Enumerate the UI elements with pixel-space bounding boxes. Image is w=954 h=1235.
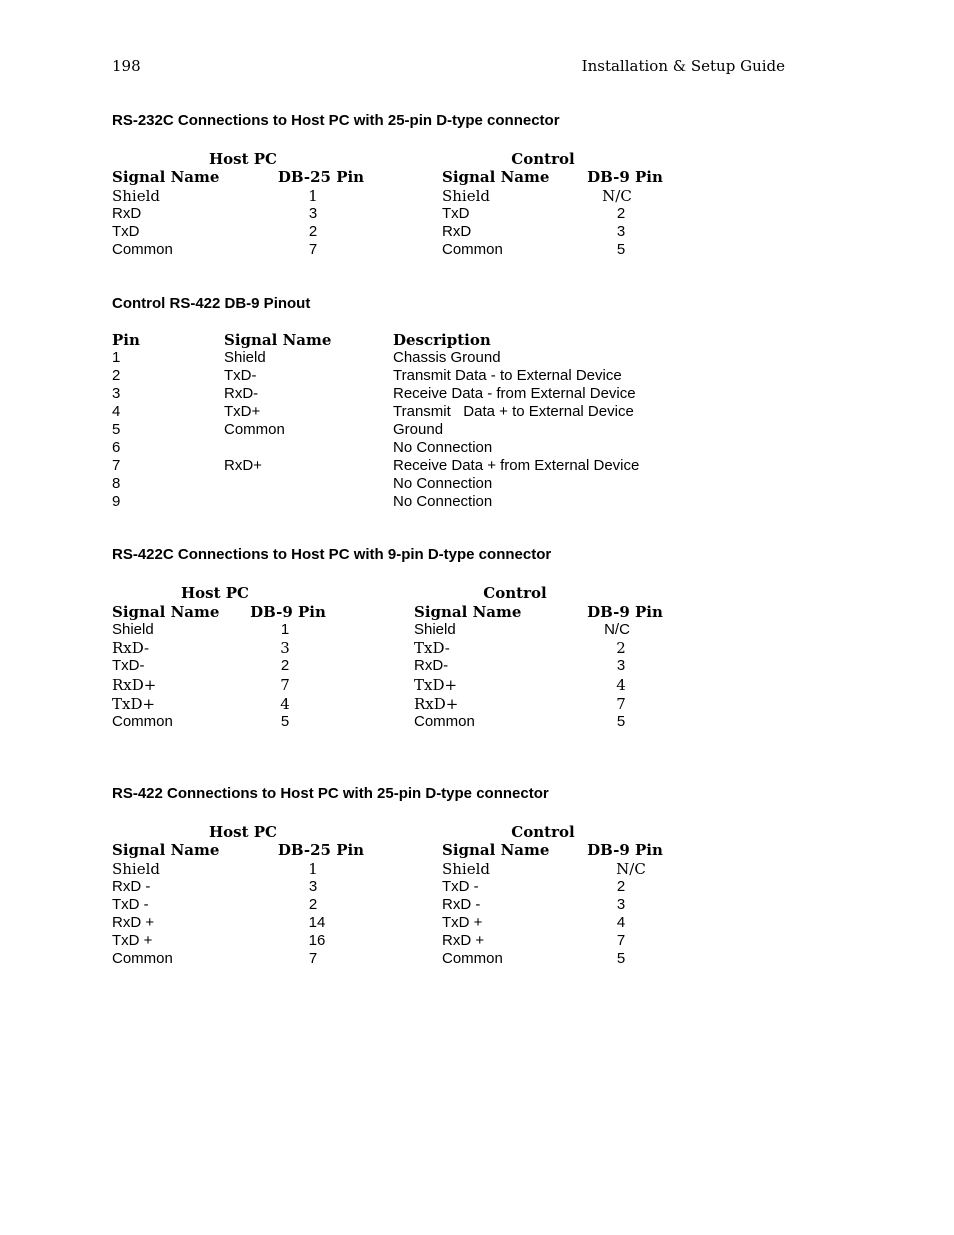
table-cell: 4	[616, 676, 626, 694]
table-cell: 7	[308, 950, 318, 967]
table-cell: 5	[616, 241, 626, 258]
section-title-rs422c: RS-422C Connections to Host PC with 9-pin D-type connector	[112, 546, 552, 563]
table-cell: RxD+	[224, 457, 262, 474]
table-cell: Receive Data + from External Device	[393, 457, 640, 474]
section-title-rs232c: RS-232C Connections to Host PC with 25-pin D-type connector	[112, 112, 560, 129]
section-title-rs422: RS-422 Connections to Host PC with 25-pin D-type connector	[112, 785, 549, 802]
col-header-db9-pin: DB-9 Pin	[587, 168, 663, 186]
table-cell: 3	[616, 657, 626, 674]
table-cell: 7	[308, 241, 318, 258]
table-cell: RxD -	[442, 896, 481, 913]
table-cell: RxD+	[112, 676, 157, 694]
col-header-signal-name: Signal Name	[112, 603, 220, 621]
col-header-pin: Pin	[112, 331, 140, 349]
table-cell: No Connection	[393, 475, 493, 492]
table-cell: N/C	[604, 621, 630, 638]
control-label: Control	[511, 823, 575, 841]
table-cell: 4	[616, 914, 626, 931]
running-title: Installation & Setup Guide	[581, 57, 785, 75]
table-cell: TxD-	[224, 367, 257, 384]
table-cell: 5	[616, 713, 626, 730]
table-cell: RxD-	[112, 639, 150, 657]
table-cell: 3	[616, 223, 626, 240]
host-pc-label: Host PC	[209, 150, 277, 168]
table-cell: TxD +	[112, 932, 153, 949]
col-header-signal-name: Signal Name	[442, 841, 550, 859]
table-cell: 4	[280, 695, 290, 713]
table-cell: RxD -	[112, 878, 151, 895]
col-header-db25-pin: DB-25 Pin	[277, 168, 365, 186]
table-cell: RxD-	[224, 385, 259, 402]
table-cell: Shield	[414, 621, 456, 638]
table-cell: 2	[616, 205, 626, 222]
table-cell: 5	[280, 713, 290, 730]
table-cell: 2	[112, 367, 121, 384]
table-cell: RxD-	[414, 657, 449, 674]
table-cell: RxD +	[442, 932, 485, 949]
table-cell: RxD	[112, 205, 142, 222]
table-cell: 2	[616, 639, 626, 657]
table-cell: Common	[224, 421, 285, 438]
table-cell: TxD+	[224, 403, 261, 420]
table-cell: Common	[112, 950, 173, 967]
table-cell: Common	[112, 713, 173, 730]
col-header-db9-pin: DB-9 Pin	[587, 603, 663, 621]
table-cell: 16	[308, 932, 326, 949]
table-cell: Shield	[112, 187, 161, 205]
table-cell: 3	[308, 205, 318, 222]
table-cell: TxD+	[112, 695, 156, 713]
table-cell: 7	[616, 932, 626, 949]
table-cell: TxD	[442, 205, 470, 222]
page-number: 198	[112, 57, 141, 75]
table-cell: 1	[112, 349, 121, 366]
table-cell: 1	[280, 621, 290, 638]
table-cell: 3	[616, 896, 626, 913]
table-cell: 3	[308, 878, 318, 895]
col-header-signal-name: Signal Name	[442, 168, 550, 186]
table-cell: TxD+	[414, 676, 458, 694]
col-header-signal-name: Signal Name	[224, 331, 332, 349]
table-cell: No Connection	[393, 439, 493, 456]
col-header-signal-name: Signal Name	[414, 603, 522, 621]
table-cell: Shield	[224, 349, 266, 366]
table-cell: 2	[308, 223, 318, 240]
control-label: Control	[483, 584, 547, 602]
col-header-db9-pin: DB-9 Pin	[250, 603, 326, 621]
table-cell: 2	[280, 657, 290, 674]
section-title-pinout: Control RS-422 DB-9 Pinout	[112, 295, 311, 312]
col-header-db25-pin: DB-25 Pin	[277, 841, 365, 859]
table-cell: Transmit Data + to External Device	[393, 403, 634, 420]
table-cell: 1	[308, 860, 318, 878]
table-cell: Receive Data - from External Device	[393, 385, 636, 402]
table-cell: 6	[112, 439, 121, 456]
table-cell: RxD +	[112, 914, 155, 931]
table-cell: Shield	[442, 860, 491, 878]
table-cell: Ground	[393, 421, 444, 438]
table-cell: Shield	[112, 621, 154, 638]
table-cell: Common	[442, 950, 503, 967]
table-cell: Shield	[442, 187, 491, 205]
table-cell: 14	[308, 914, 326, 931]
col-header-db9-pin: DB-9 Pin	[587, 841, 663, 859]
table-cell: Shield	[112, 860, 161, 878]
table-cell: N/C	[602, 187, 632, 205]
table-cell: TxD-	[414, 639, 450, 657]
table-cell: TxD	[112, 223, 140, 240]
table-cell: TxD +	[442, 914, 483, 931]
table-cell: TxD -	[112, 896, 149, 913]
table-cell: RxD+	[414, 695, 459, 713]
host-pc-label: Host PC	[209, 823, 277, 841]
table-cell: 3	[280, 639, 290, 657]
table-cell: 5	[616, 950, 626, 967]
table-cell: 7	[616, 695, 626, 713]
table-cell: 1	[308, 187, 318, 205]
col-header-signal-name: Signal Name	[112, 168, 220, 186]
table-cell: Common	[112, 241, 173, 258]
table-cell: 7	[112, 457, 121, 474]
control-label: Control	[511, 150, 575, 168]
table-cell: TxD-	[112, 657, 145, 674]
table-cell: 9	[112, 493, 121, 510]
table-cell: Transmit Data - to External Device	[393, 367, 622, 384]
table-cell: Common	[414, 713, 475, 730]
table-cell: No Connection	[393, 493, 493, 510]
table-cell: N/C	[616, 860, 646, 878]
table-cell: Chassis Ground	[393, 349, 501, 366]
table-cell: 4	[112, 403, 121, 420]
col-header-signal-name: Signal Name	[112, 841, 220, 859]
table-cell: TxD -	[442, 878, 479, 895]
col-header-description: Description	[393, 331, 491, 349]
table-cell: 8	[112, 475, 121, 492]
table-cell: 2	[308, 896, 318, 913]
table-cell: 3	[112, 385, 121, 402]
table-cell: RxD	[442, 223, 472, 240]
host-pc-label: Host PC	[181, 584, 249, 602]
table-cell: 5	[112, 421, 121, 438]
table-cell: 7	[280, 676, 290, 694]
table-cell: 2	[616, 878, 626, 895]
table-cell: Common	[442, 241, 503, 258]
